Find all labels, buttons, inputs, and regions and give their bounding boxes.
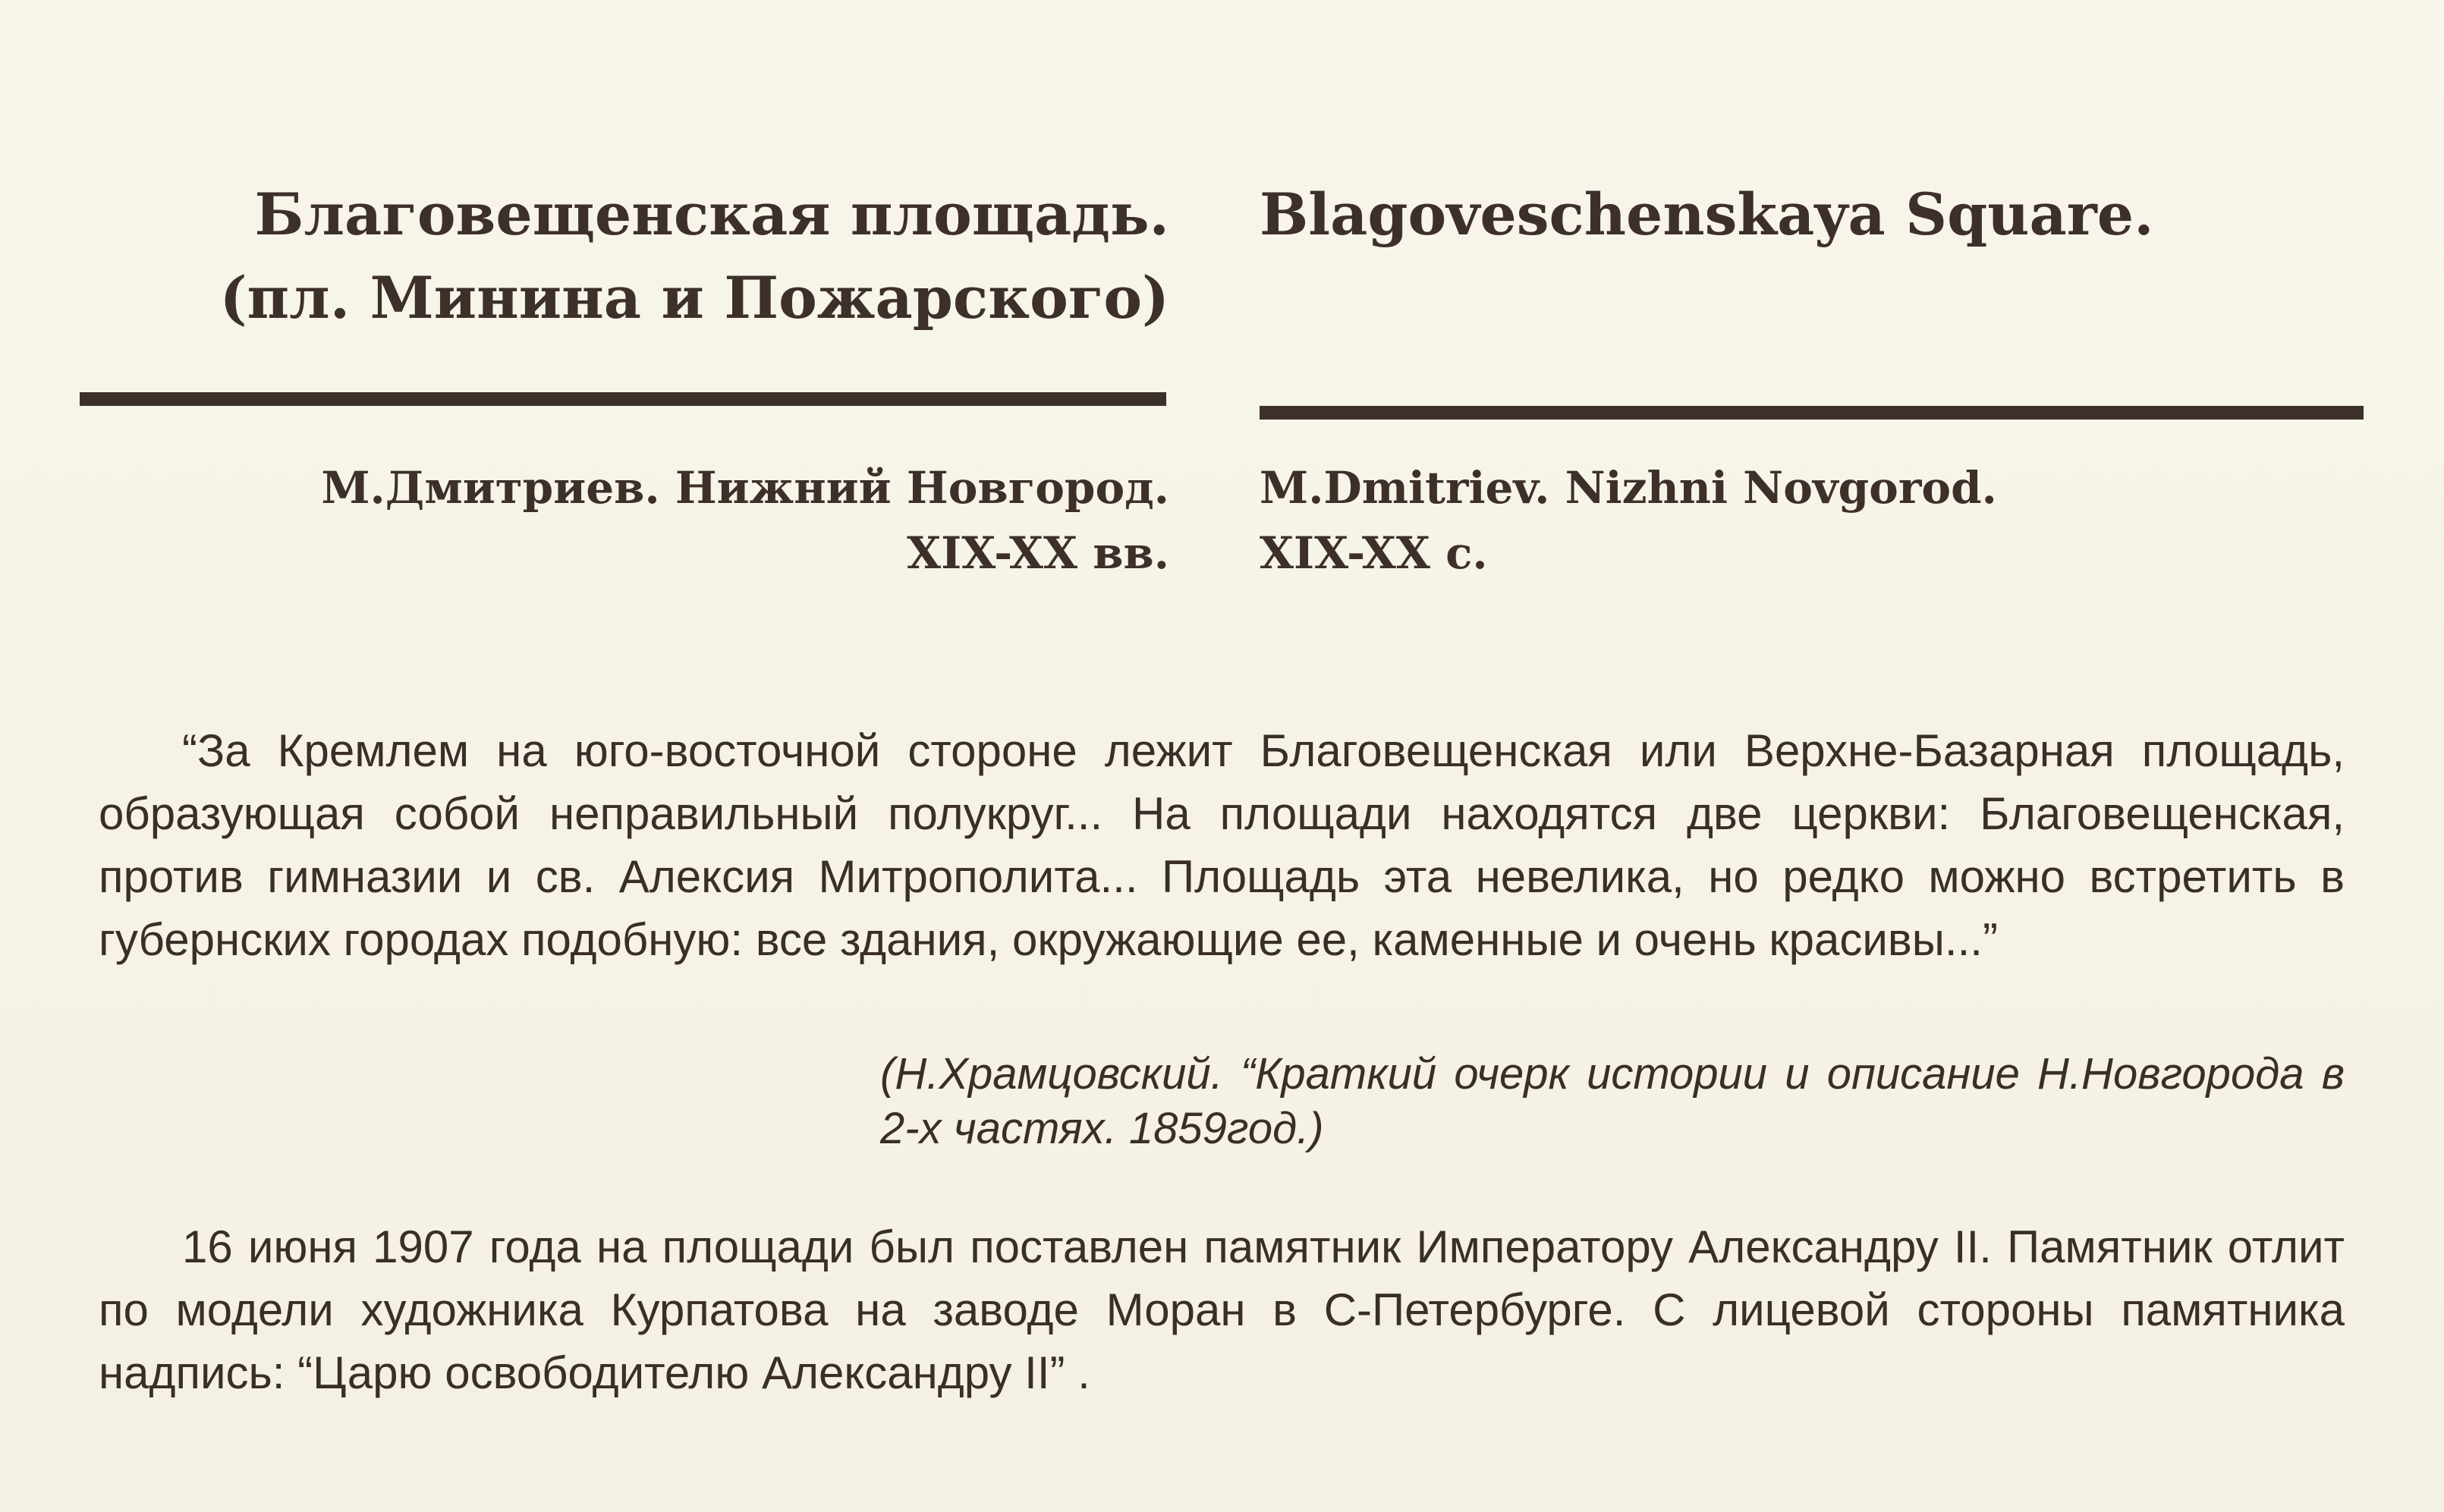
divider-left — [80, 392, 1166, 406]
title-english — [1260, 173, 2398, 256]
quote-citation: (Н.Храмцовский. “Краткий очерк истории и описание Н.Новгорода в 2-х частях. 1859год.) — [880, 1049, 2345, 1153]
title-english-line1: Blagoveschenskaya Square. — [1260, 181, 2154, 248]
subtitle-english-line1: M.Dmitriev. Nizhni Novgorod. — [1260, 462, 1997, 514]
title-russian-line2: (пл. Минина и Пожарского) — [219, 264, 1169, 332]
title-russian — [31, 173, 1169, 340]
monument-paragraph: 16 июня 1907 года на площади был поставлен памятник Императору Александру II. Памятник отлит по модели художника Курпатова на заводе Моран в С-Петербурге. С лицевой стороны памятника надпись: “Царю освободителю Александру II” . — [99, 1221, 2345, 1398]
divider-right — [1260, 406, 2364, 420]
subtitle-english-line2: XIX-XX c. — [1260, 527, 1488, 579]
subtitle-english — [1260, 455, 2398, 586]
quote-paragraph: “За Кремлем на юго-восточной стороне лежит Благовещенская или Верхне-Базарная площадь, образующая собой неправильный полукруг... На площади находятся две церкви: Благовещенская, против гимназии и св. Алексия Митрополита... Площадь эта невелика, но редко можно встретить в губернских городах подобную: все здания, окружающие ее, каменные и очень красивы...” — [99, 725, 2345, 965]
title-russian-line1: Благовещенская площадь. — [254, 181, 1169, 248]
subtitle-russian — [31, 455, 1169, 586]
subtitle-russian-line2: XIX-XX вв. — [907, 527, 1169, 579]
subtitle-russian-line1: М.Дмитриев. Нижний Новгород. — [321, 462, 1169, 514]
